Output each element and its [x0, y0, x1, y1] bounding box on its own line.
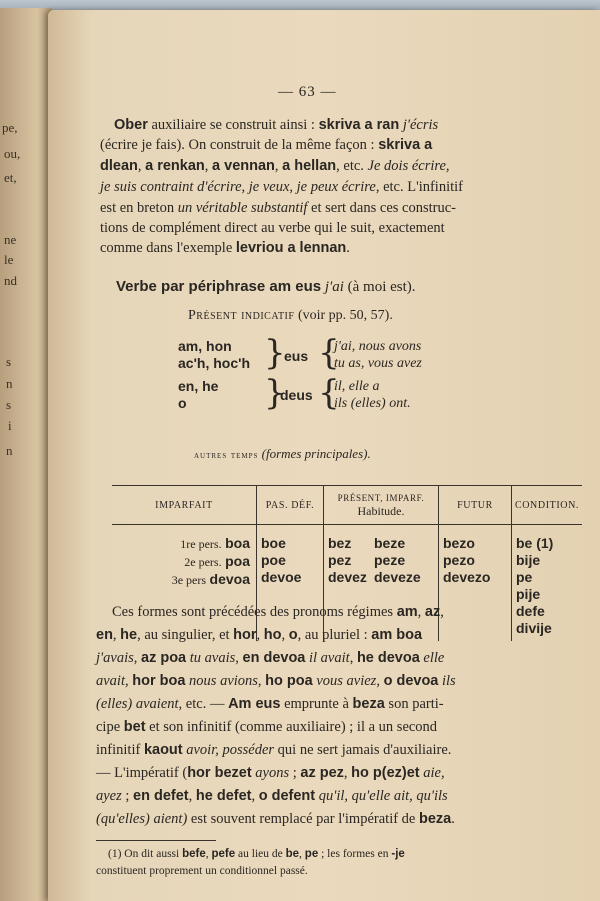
book-page — [48, 10, 600, 901]
present-heading: Présent indicatif (voir pp. 50, 57). — [188, 308, 393, 323]
header-pas-def: PAS. DÉF. — [257, 486, 324, 525]
para1-line: tions de complément direct au verbe qui le suit, exactement — [100, 220, 445, 236]
para1-line: dlean, a renkan, a vennan, a hellan, etc. Je dois écrire, — [100, 158, 450, 174]
left-fragment: s — [6, 354, 12, 369]
table-cell-imparfait: 1re pers. boa 2e pers. poa 3e pers devoa — [171, 535, 250, 587]
para1-line: (écrire je fais). On construit de la même façon : skriva a — [100, 137, 433, 153]
brace: { — [318, 333, 340, 373]
left-fragment: le — [4, 252, 14, 267]
left-fragment: pe, — [2, 120, 18, 135]
present-pronouns-2: en, he o — [178, 378, 219, 411]
para2-line: — L'impératif (hor bezet ayons ; az pez, ho p(ez)et aie, — [96, 765, 445, 781]
header-condition: CONDITION. — [512, 486, 583, 525]
section-heading: Verbe par périphrase am eus j'ai (à moi est). — [116, 278, 416, 295]
brace: { — [318, 373, 340, 413]
table-cell-condition: be (1)bije pepije defedivije — [512, 525, 583, 642]
para1-line: est en breton un véritable substantif et sert dans ces construc- — [100, 200, 456, 216]
brace: } — [264, 333, 286, 373]
left-fragment: ne — [4, 232, 17, 247]
para2-line: Ces formes sont précédées des pronoms régimes am, az, — [112, 604, 444, 620]
footnote-line: constituent proprement un conditionnel passé. — [96, 865, 308, 877]
left-fragment: nd — [4, 273, 17, 288]
para2-line: (qu'elles) aient) est souvent remplacé par l'impératif de beza. — [96, 811, 455, 827]
footnote-rule — [96, 840, 216, 841]
left-fragment: s — [6, 397, 12, 412]
footnote-line: (1) On dit aussi befe, pefe au lieu de be, pe ; les formes en -je — [108, 848, 405, 860]
header-imparfait: IMPARFAIT — [112, 486, 257, 525]
table-cell-present: bez beze pez peze devez deveze — [324, 525, 439, 642]
left-fragment: i — [8, 418, 12, 433]
header-present: PRÉSENT, IMPARF. Habitude. — [324, 486, 439, 525]
table-cell-pas-def: boe poe devoe — [257, 525, 324, 642]
para2-line: infinitif kaout avoir, posséder qui ne sert jamais d'auxiliaire. — [96, 742, 452, 758]
brace: } — [264, 373, 286, 413]
para1-line: je suis contraint d'écrire, je veux, je peux écrire, etc. L'infinitif — [100, 179, 463, 195]
para2-line: cipe bet et son infinitif (comme auxiliaire) ; il a un second — [96, 719, 438, 735]
para2-line: avait, hor boa nous avions, ho poa vous aviez, o devoa ils — [96, 673, 456, 689]
autres-temps-heading: autres temps (formes principales). — [194, 446, 371, 461]
page-number: — 63 — — [278, 84, 337, 100]
para2-line: j'avais, az poa tu avais, en devoa il avait, he devoa elle — [96, 650, 445, 666]
present-verb-deus: deus — [280, 387, 313, 403]
para2-line: ayez ; en defet, he defet, o defent qu'il, qu'elle ait, qu'ils — [96, 788, 448, 804]
para2-line: (elles) avaient, etc. — Am eus emprunte à beza son parti- — [96, 696, 444, 712]
present-translation-2: il, elle a ils (elles) ont. — [334, 379, 411, 411]
left-fragment: n — [6, 443, 13, 458]
para2-line: en, he, au singulier, et hor, ho, o, au pluriel : am boa — [96, 627, 423, 643]
present-verb-eus: eus — [284, 348, 309, 364]
header-futur: FUTUR — [439, 486, 512, 525]
facing-page-edge — [0, 8, 52, 901]
para1-line: comme dans l'exemple levriou a lennan. — [100, 240, 350, 256]
left-fragment: ou, — [4, 146, 21, 161]
present-translation-1: j'ai, nous avons tu as, vous avez — [334, 339, 422, 371]
left-fragment: n — [6, 376, 13, 391]
para1-line: Ober auxiliaire se construit ainsi : skriva a ran j'écris — [114, 117, 439, 133]
left-fragment: et, — [4, 170, 17, 185]
table-cell-futur: bezo pezo devezo — [439, 525, 512, 642]
present-pronouns-1: am, hon ac'h, hoc'h — [178, 338, 251, 371]
